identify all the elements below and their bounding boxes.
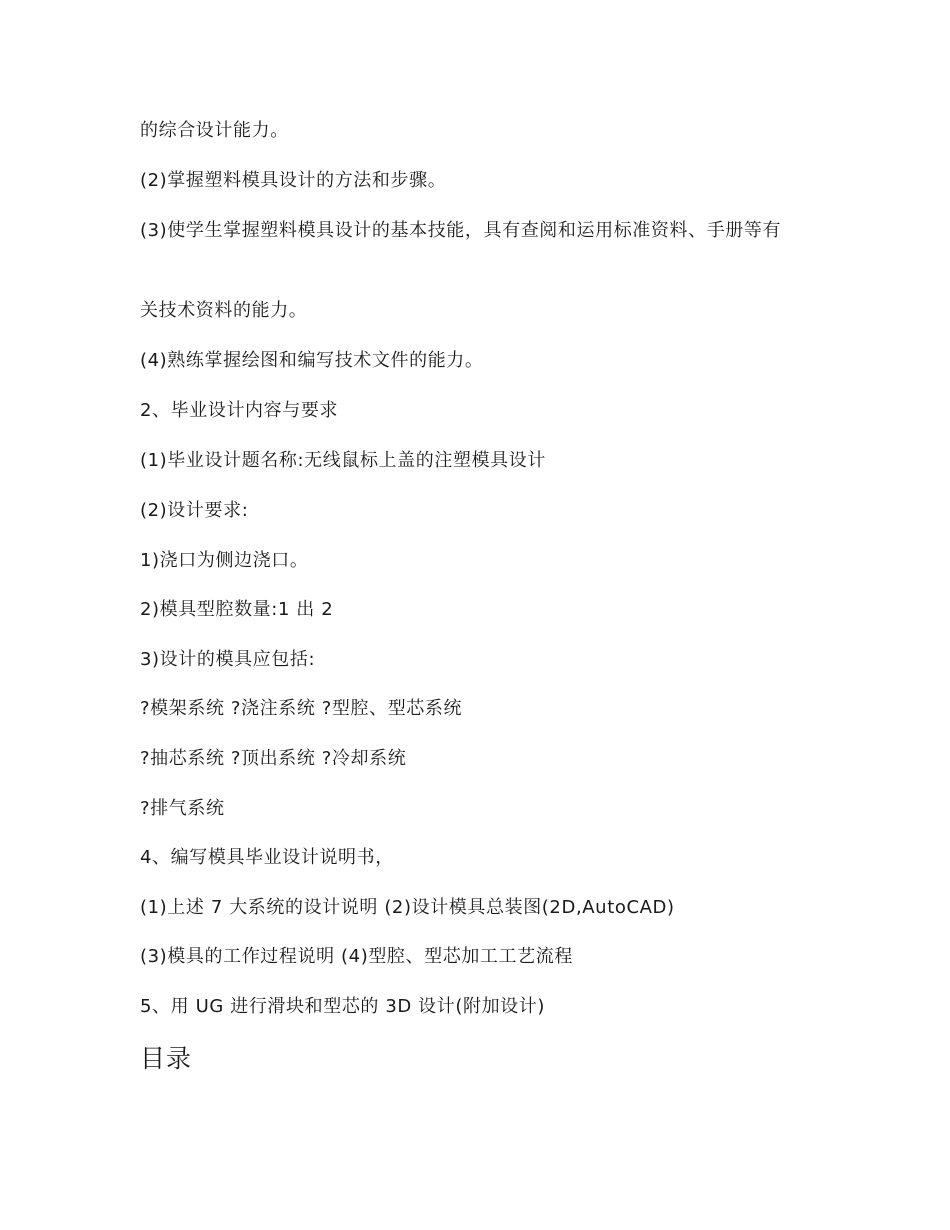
list-item: ?抽芯系统 ?顶出系统 ?冷却系统 xyxy=(140,748,407,769)
text-line: (1)毕业设计题名称:无线鼠标上盖的注塑模具设计 xyxy=(140,450,546,471)
text-line: 3)设计的模具应包括: xyxy=(140,649,316,670)
text-line: (3)模具的工作过程说明 (4)型腔、型芯加工工艺流程 xyxy=(140,946,573,967)
section-heading: 4、编写模具毕业设计说明书， xyxy=(140,847,394,868)
text-line: 2)模具型腔数量:1 出 2 xyxy=(140,599,334,620)
text-line: (1)上述 7 大系统的设计说明 (2)设计模具总装图(2D,AutoCAD) xyxy=(140,897,675,918)
text-line: (2)掌握塑料模具设计的方法和步骤。 xyxy=(140,170,447,191)
text-line: 1)浇口为侧边浇口。 xyxy=(140,550,309,571)
text-line: (2)设计要求: xyxy=(140,500,249,521)
text-line: 关技术资料的能力。 xyxy=(140,300,308,321)
list-item: ?模架系统 ?浇注系统 ?型腔、型芯系统 xyxy=(140,698,463,719)
section-heading: 5、用 UG 进行滑块和型芯的 3D 设计(附加设计) xyxy=(140,996,546,1017)
toc-title: 目录 xyxy=(140,1044,193,1073)
text-line: (4)熟练掌握绘图和编写技术文件的能力。 xyxy=(140,350,484,371)
list-item: ?排气系统 xyxy=(140,798,225,819)
text-line: 的综合设计能力。 xyxy=(140,120,289,141)
section-heading: 2、毕业设计内容与要求 xyxy=(140,400,339,421)
text-line: (3)使学生掌握塑料模具设计的基本技能，具有查阅和运用标准资料、手册等有 xyxy=(140,220,782,241)
